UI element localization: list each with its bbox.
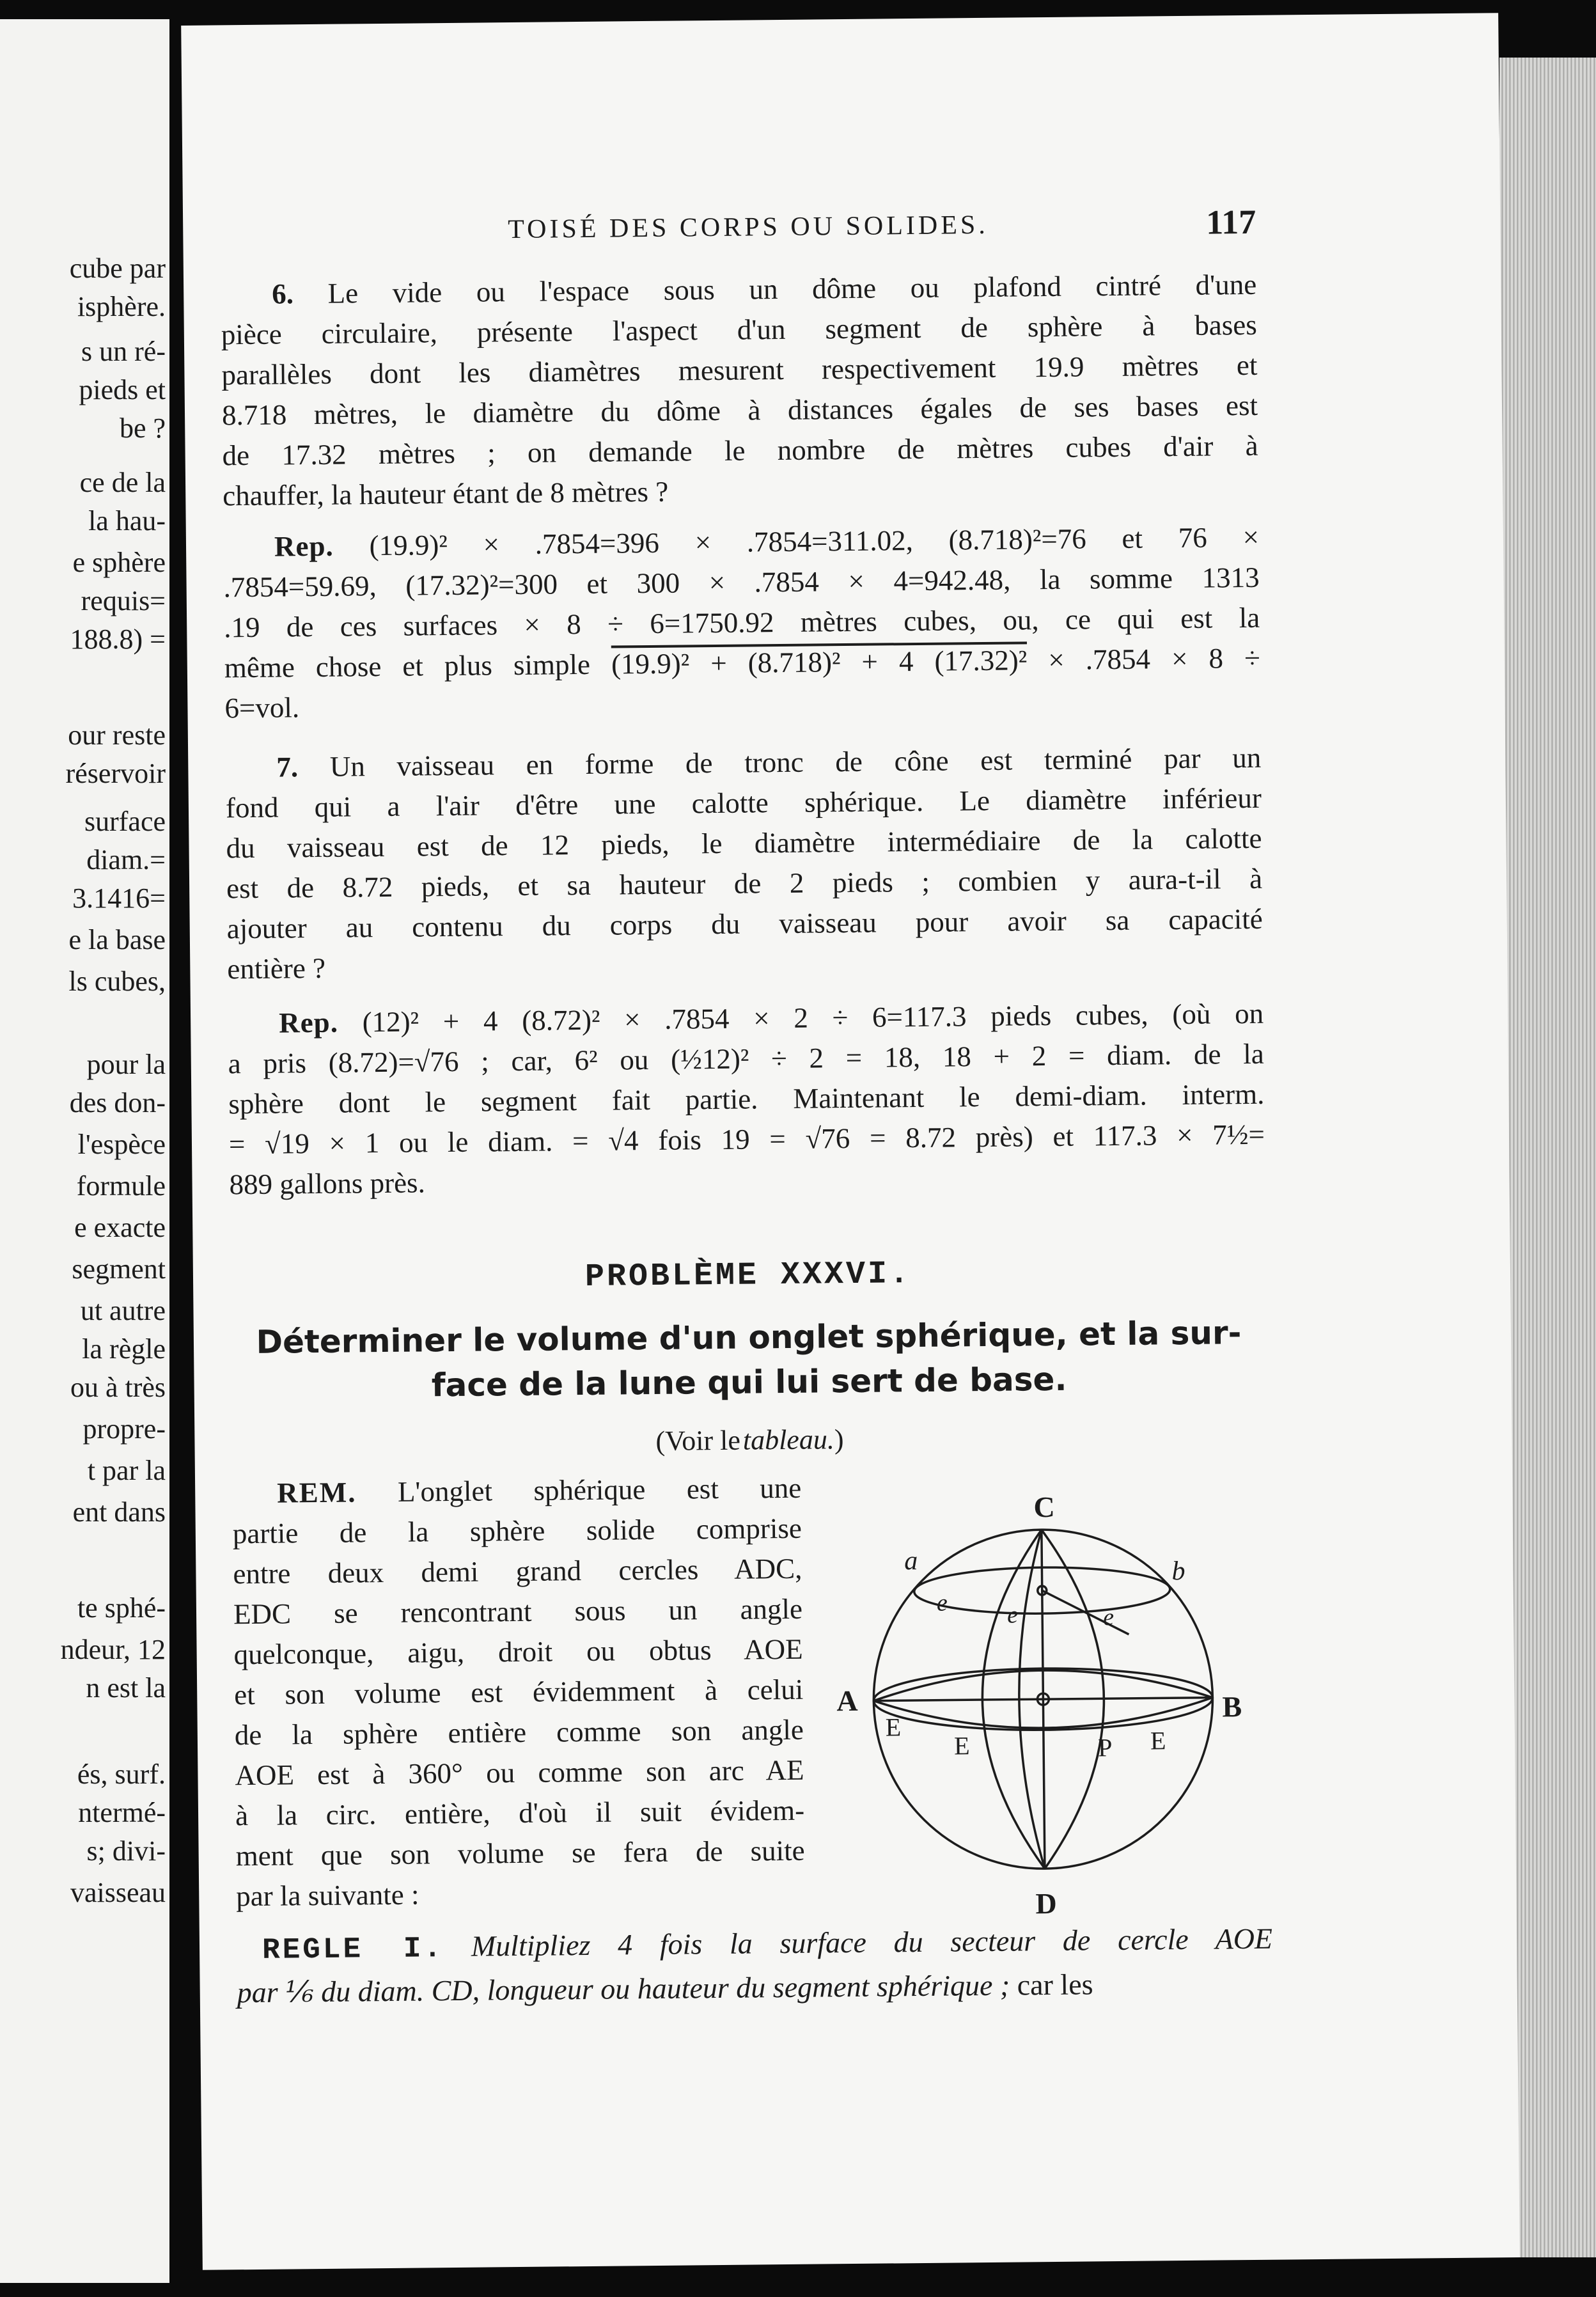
left-page-line: e sphère — [72, 547, 166, 578]
answer-line: Rep. (19.9)² × .7854=396 × .7854=311.02, (8.718)²=76 et 76 × — [274, 521, 1260, 563]
problem-7-line: 7. Un vaisseau en forme de tronc de cône est terminé par un — [276, 741, 1262, 783]
answer-line: 6=vol. — [224, 691, 300, 725]
left-page-line: our reste — [68, 719, 166, 751]
left-page-line: requis= — [81, 585, 166, 616]
label-e-2: e — [1006, 1601, 1019, 1629]
label-c: C — [1033, 1490, 1055, 1524]
label-a-small: a — [904, 1546, 918, 1576]
problem-6-line: parallèles dont les diamètres mesurent respectivement 19.9 mètres et — [221, 349, 1258, 391]
left-page-line: 3.1416= — [72, 882, 166, 914]
left-page-line: ls cubes, — [68, 966, 166, 997]
label-a: A — [836, 1684, 858, 1718]
running-header — [220, 202, 1256, 256]
spherical-wedge-figure — [833, 1486, 1253, 1925]
left-page-line: cube par — [69, 253, 166, 284]
problem-6-line: 8.718 mètres, le diamètre du dôme à distances égales de ses bases est — [221, 389, 1258, 432]
left-page-line: la règle — [82, 1333, 166, 1365]
answer-line: .19 de ces surfaces × 8 ÷ 6=1750.92 mètres cubes, ou, ce qui est la — [224, 601, 1260, 644]
left-page-line: l'espèce — [77, 1129, 166, 1160]
remark-line: quelconque, aigu, droit ou obtus AOE — [233, 1633, 803, 1671]
remark-line: partie de la sphère solide comprise — [232, 1512, 802, 1550]
left-page-line: be ? — [119, 412, 166, 444]
problem-36-title: PROBLÈME XXXVI. — [584, 1256, 912, 1296]
left-page-line: s un ré- — [81, 336, 166, 367]
remark-line: par la suivante : — [236, 1878, 419, 1913]
label-d: D — [1035, 1886, 1057, 1920]
label-e-3: e — [1102, 1604, 1115, 1631]
left-facing-page — [0, 19, 169, 2283]
answer-line: sphère dont le segment fait partie. Maintenant le demi-diam. interm. — [228, 1078, 1265, 1120]
left-page-line: la hau- — [88, 505, 166, 537]
left-page-line: formule — [76, 1170, 166, 1202]
left-page-line: 188.8) = — [70, 623, 166, 655]
problem-7-number: 7. — [276, 751, 299, 783]
remark-line: AOE est à 360° ou comme son arc AE — [235, 1753, 804, 1792]
left-page-line: ce de la — [79, 467, 166, 498]
left-page-line: propre- — [82, 1413, 166, 1445]
problem-6 — [221, 265, 1259, 517]
problem-6-line: 6. Le vide ou l'espace sous un dôme ou plafond cintré d'une — [271, 268, 1257, 310]
rule-1 — [237, 1918, 1273, 2014]
problem-7 — [225, 738, 1264, 990]
answer-line: Rep. (12)² + 4 (8.72)² × .7854 × 2 ÷ 6=117.3 pieds cubes, (où on — [278, 997, 1264, 1039]
rule-line: REGLE I. Multipliez 4 fois la surface du secteur de cercle AOE — [262, 1922, 1273, 1967]
label-e-1: e — [936, 1589, 948, 1617]
problem-7-line: ajouter au contenu du corps du vaisseau pour avoir sa capacité — [226, 902, 1263, 945]
left-page-line: ndeur, 12 — [60, 1634, 166, 1665]
problem-6-line: chauffer, la hauteur étant de 8 mètres ? — [223, 475, 669, 512]
label-b-small: b — [1171, 1556, 1185, 1587]
remark-line: REM. L'onglet sphérique est une — [276, 1471, 802, 1509]
left-page-line: ut autre — [80, 1295, 166, 1326]
remark-line: ment que son volume se fera de suite — [235, 1834, 805, 1872]
left-page-line: t par la — [87, 1455, 166, 1486]
page-content — [218, 15, 1273, 2009]
remark-paragraph — [232, 1468, 806, 1917]
problem-7-line: est de 8.72 pieds, et sa hauteur de 2 pieds ; combien y aura-t-il à — [226, 862, 1263, 905]
label-P: P — [1097, 1733, 1113, 1762]
rem-label: REM. — [276, 1476, 357, 1509]
left-page-line: segment — [72, 1253, 166, 1285]
left-page-line: pour la — [86, 1049, 166, 1080]
problem-7-answer — [228, 994, 1265, 1205]
rep-label: Rep. — [278, 1006, 339, 1039]
remark-line: EDC se rencontrant sous un angle — [233, 1592, 803, 1631]
problem-6-line: de 17.32 mètres ; on demande le nombre de mètres cubes d'air à — [222, 429, 1258, 472]
left-page-line: vaisseau — [70, 1877, 166, 1908]
left-page-line: n est la — [86, 1672, 166, 1704]
left-page-line: ent dans — [72, 1496, 166, 1528]
subtitle-line-2: face de la lune qui lui sert de base. — [431, 1360, 1067, 1404]
see-table-note: (Voir le tableau.) — [655, 1423, 844, 1457]
left-page-line: surface — [84, 806, 166, 837]
left-page-line: ou à très — [70, 1372, 166, 1403]
label-E-2: E — [953, 1731, 970, 1760]
problem-7-line: fond qui a l'air d'être une calotte sphérique. Le diamètre inférieur — [225, 781, 1262, 824]
answer-line: même chose et plus simple (19.9)² + (8.718)² + 4 (17.32)² × .7854 × 8 ÷ — [224, 641, 1261, 684]
subtitle-line-1: Déterminer le volume d'un onglet sphérique, et la sur- — [256, 1314, 1242, 1361]
left-page-line: des don- — [69, 1087, 166, 1118]
answer-line: a pris (8.72)=√76 ; car, 6² ou (½12)² ÷ 2 = 18, 18 + 2 = diam. de la — [228, 1037, 1264, 1080]
main-page — [181, 13, 1520, 2270]
label-E-3: E — [1150, 1726, 1166, 1755]
rep-label: Rep. — [274, 529, 334, 563]
left-page-line: te sphé- — [77, 1592, 166, 1624]
left-page-line: e la base — [68, 924, 166, 955]
problem-36-subtitle — [231, 1310, 1267, 1410]
rule-label: REGLE I. — [262, 1932, 444, 1967]
header-title: TOISÉ DES CORPS OU SOLIDES. — [508, 210, 989, 245]
problem-36-heading — [230, 1253, 1266, 1299]
left-page-line: és, surf. — [77, 1759, 166, 1790]
remark-line: et son volume est évidemment à celui — [234, 1673, 804, 1711]
page-number: 117 — [1205, 202, 1256, 242]
answer-line: .7854=59.69, (17.32)²=300 et 300 × .7854 × 4=942.48, la somme 1313 — [223, 561, 1260, 604]
remark-line: entre deux demi grand cercles ADC, — [233, 1552, 802, 1590]
answer-line: = √19 × 1 ou le diam. = √4 fois 19 = √76 = 8.72 près) et 117.3 × 7½= — [228, 1118, 1265, 1161]
problem-7-line: entière ? — [227, 952, 326, 985]
left-page-line: ntermé- — [78, 1797, 166, 1828]
answer-line: 889 gallons près. — [229, 1166, 426, 1201]
label-E-1: E — [885, 1713, 902, 1742]
rule-line: par ⅙ du diam. CD, longueur ou hauteur du segment sphérique ; car les — [237, 1968, 1093, 2009]
problem-6-number: 6. — [271, 278, 294, 310]
left-page-line: isphère. — [77, 291, 166, 322]
left-page-line: diam.= — [86, 844, 166, 875]
label-b: B — [1222, 1690, 1242, 1723]
problem-6-line: pièce circulaire, présente l'aspect d'un segment de sphère à bases — [221, 308, 1258, 351]
left-page-line: s; divi- — [86, 1835, 166, 1867]
left-page-line: réservoir — [65, 758, 166, 789]
formula-overline: (19.9)² + (8.718)² + 4 (17.32)² — [611, 644, 1028, 680]
problem-7-line: du vaisseau est de 12 pieds, le diamètre intermédiaire de la calotte — [226, 822, 1262, 865]
problem-6-answer — [223, 517, 1261, 729]
left-page-line: pieds et — [79, 374, 166, 405]
left-page-line: e exacte — [74, 1212, 166, 1243]
remark-line: à la circ. entière, d'où il suit évidem- — [235, 1794, 805, 1832]
remark-line: de la sphère entière comme son angle — [234, 1713, 804, 1752]
